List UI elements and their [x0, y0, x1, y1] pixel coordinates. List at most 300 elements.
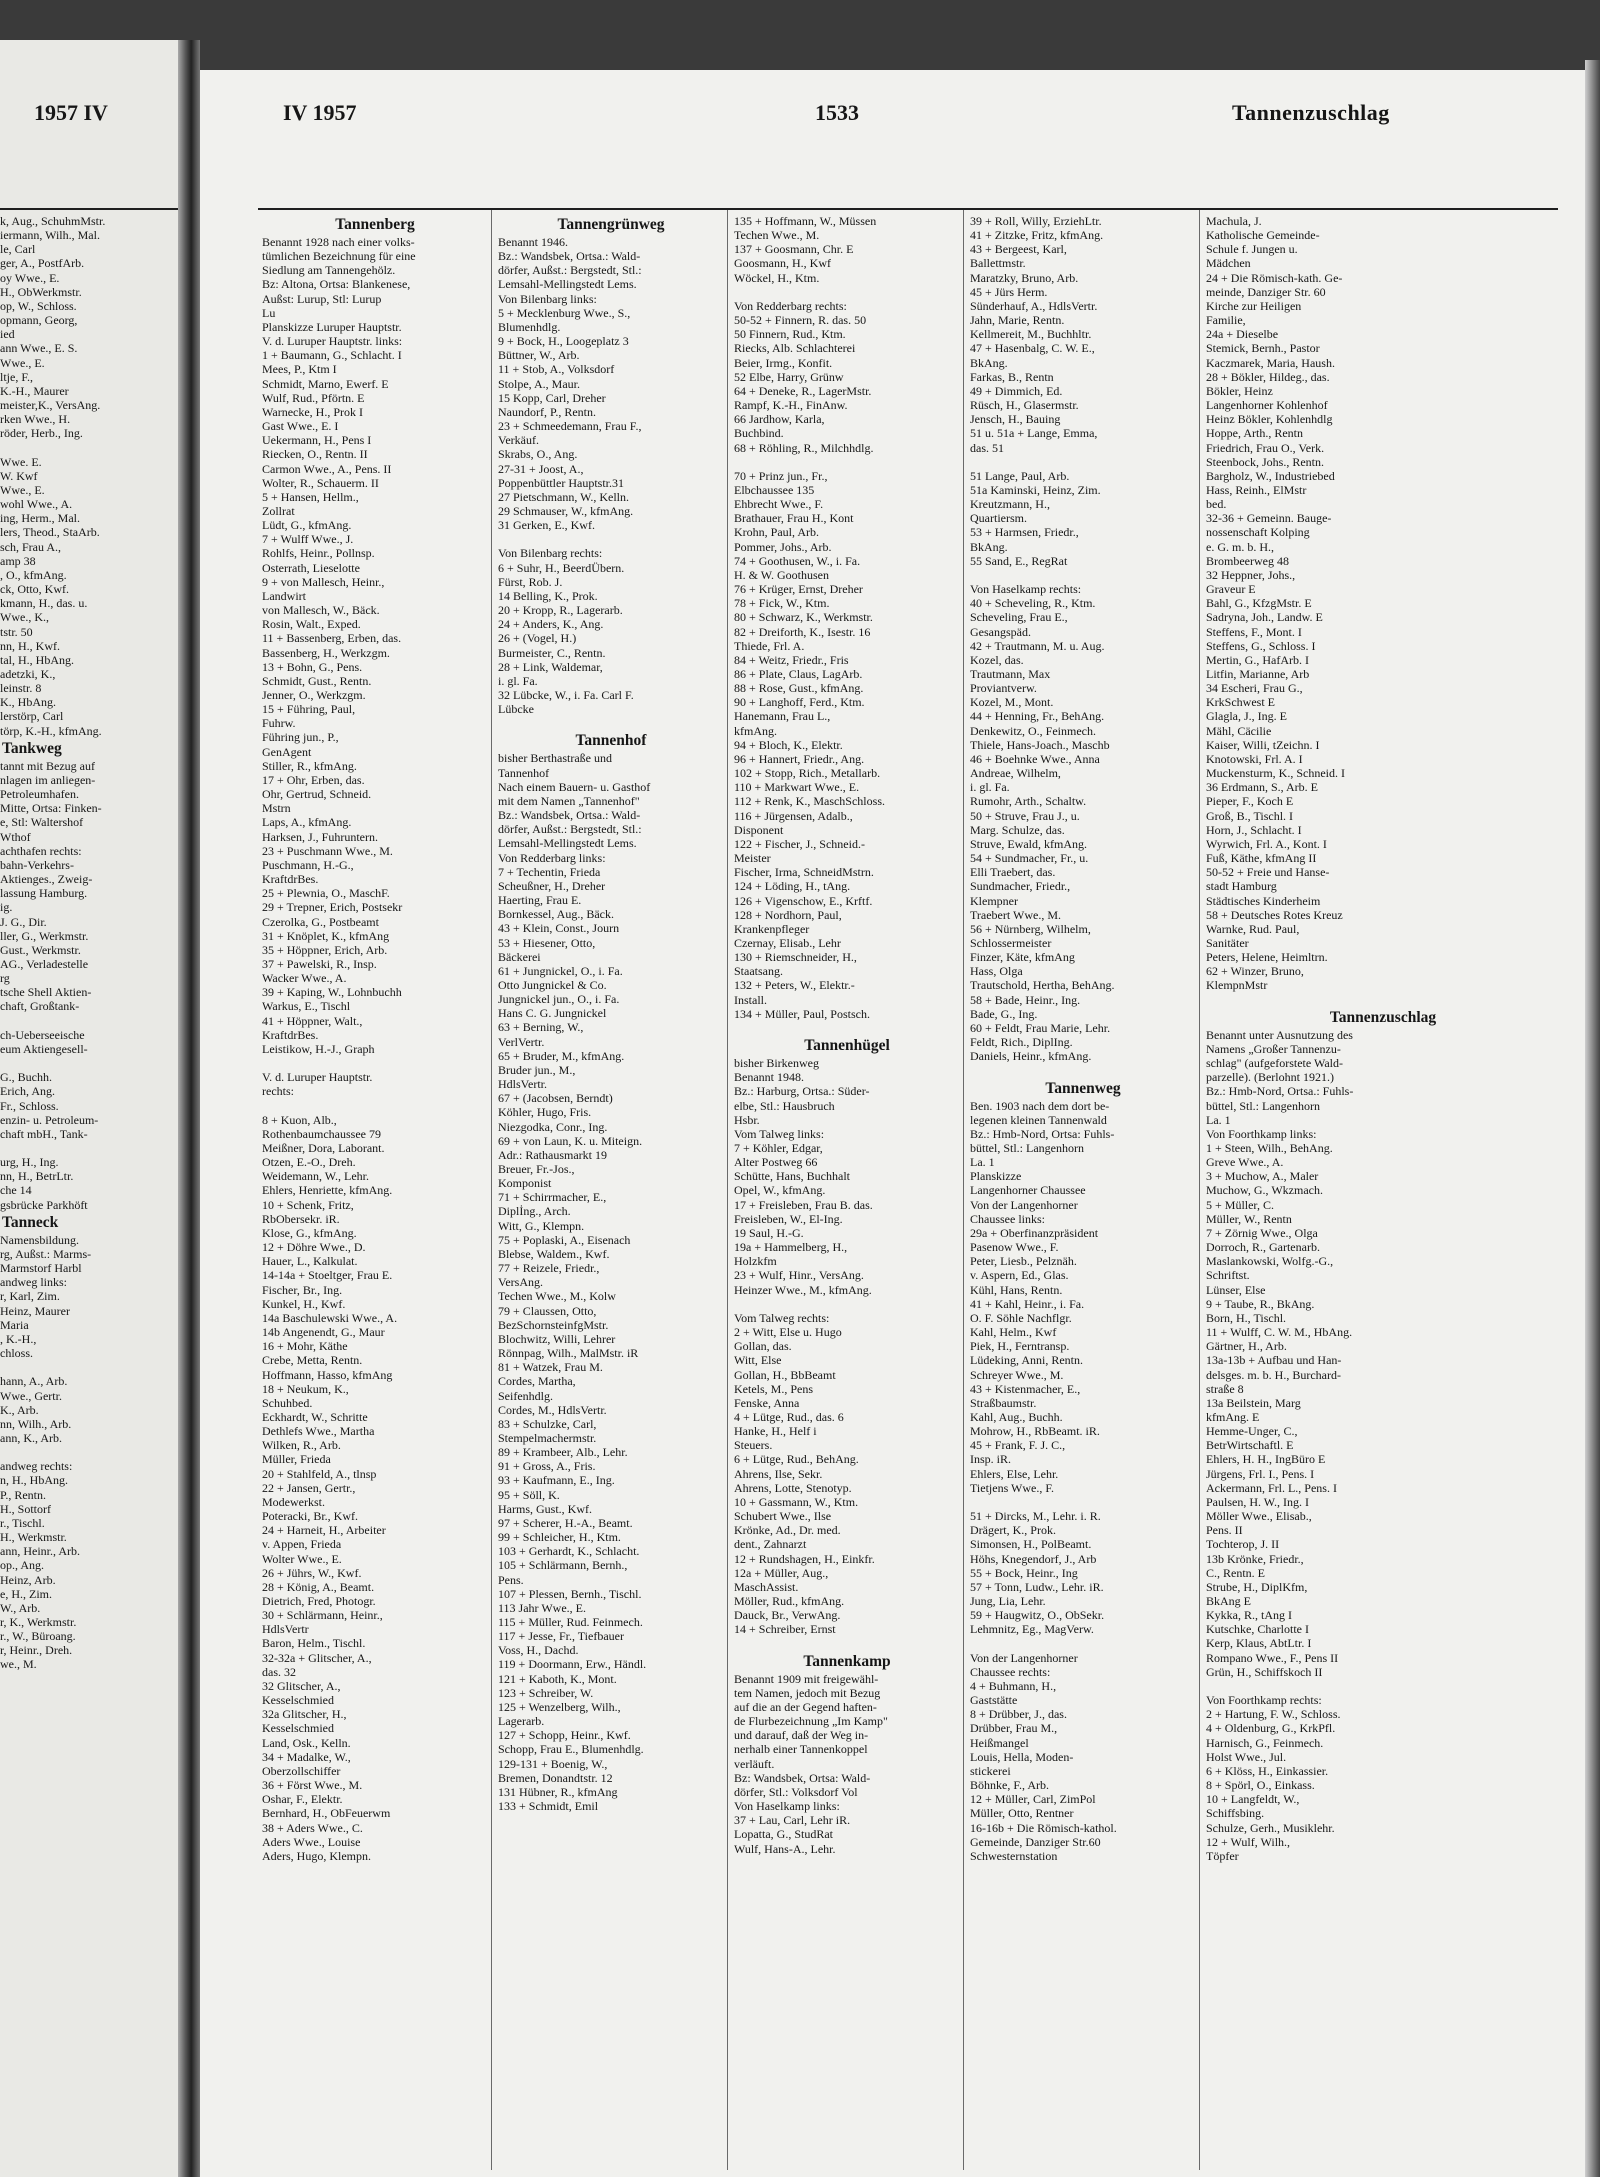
directory-line: Hauer, L., Kalkulat. — [262, 1254, 358, 1269]
directory-line: 14 Belling, K., Prok. — [498, 588, 598, 603]
directory-line: Von Bilenbarg rechts: — [498, 546, 603, 561]
directory-line: Techen Wwe., M. — [734, 228, 820, 243]
directory-line: V. d. Luruper Hauptstr. links: — [262, 334, 403, 349]
directory-line: 29 + Trepner, Erich, Postsekr — [262, 900, 403, 915]
directory-line: 19a + Hammelberg, H., — [734, 1240, 848, 1255]
directory-line: amp 38 — [0, 553, 36, 568]
directory-line: 86 + Plate, Claus, LagArb. — [734, 667, 863, 681]
directory-line: Marg. Schulze, das. — [970, 822, 1065, 837]
directory-line: tal, H., HbAng. — [0, 652, 74, 667]
directory-line: 26 + Jührs, W., Kwf. — [262, 1565, 362, 1580]
directory-line: ig. — [0, 900, 13, 915]
directory-line: 41 + Zitzke, Fritz, kfmAng. — [970, 228, 1104, 243]
directory-line: Harnisch, G., Feinmech. — [1206, 1735, 1324, 1750]
directory-line: 11 + Bassenberg, Erben, das. — [262, 631, 402, 646]
directory-line: Cordes, Martha, — [498, 1374, 576, 1389]
street-heading: Tanneck — [2, 1213, 59, 1231]
directory-line: ch-Ueberseeische — [0, 1027, 85, 1042]
directory-line: Puschmann, H.-G., — [262, 857, 354, 872]
directory-line: Staatsang. — [734, 964, 783, 979]
directory-line: Opel, W., kfmAng. — [734, 1183, 826, 1198]
directory-line: Leistikow, H.-J., Graph — [262, 1041, 375, 1056]
column-4 — [970, 214, 1196, 2169]
directory-line: 5 + Mecklenburg Wwe., S., — [498, 305, 631, 320]
directory-line: 53 + Harmsen, Friedr., — [970, 525, 1079, 540]
directory-line: Klempner — [970, 893, 1018, 908]
directory-line: chaft, Großtank- — [0, 999, 80, 1014]
directory-line: 27 Pietschmann, W., Kelln. — [498, 489, 629, 504]
directory-line: Marmstorf Harbl — [0, 1261, 82, 1276]
directory-line: 110 + Markwart Wwe., E. — [734, 780, 860, 795]
directory-line: BezSchornsteinfgMstr. — [498, 1317, 609, 1332]
directory-line: 45 + Jürs Herm. — [970, 284, 1048, 299]
directory-line: 16-16b + Die Römisch-kathol. — [970, 1820, 1117, 1835]
directory-line: 39 + Roll, Willy, ErziehLtr. — [970, 214, 1102, 228]
directory-line: 132 + Peters, W., Elektr.- — [734, 978, 855, 993]
directory-line: Otto Jungnickel & Co. — [498, 977, 607, 992]
directory-line: tstr. 50 — [0, 624, 33, 639]
directory-line: 32 Lübcke, W., i. Fa. Carl F. — [498, 688, 634, 702]
directory-line: GenAgent — [262, 744, 312, 759]
directory-line: i. gl. Fa. — [498, 673, 538, 688]
directory-line: 12 + Wulf, Wilh., — [1206, 1834, 1291, 1849]
directory-line: tem Namen, jedoch mit Bezug — [734, 1685, 881, 1700]
directory-line: bahn-Verkehrs- — [0, 857, 74, 872]
directory-line: 91 + Gross, A., Fris. — [498, 1459, 596, 1474]
directory-line: 8 + Drübber, J., das. — [970, 1707, 1067, 1722]
directory-line: Czernay, Elisab., Lehr — [734, 935, 841, 950]
directory-line: Denkewitz, O., Feinmech. — [970, 723, 1096, 738]
directory-line: tümlichen Bezeichnung für eine — [262, 249, 416, 264]
directory-line: Dietrich, Fred, Photogr. — [262, 1594, 376, 1608]
directory-line: 107 + Plessen, Bernh., Tischl. — [498, 1586, 642, 1601]
directory-line: Thiede, Frl. A. — [734, 638, 805, 653]
directory-line: 97 + Scherer, H.-A., Beamt. — [498, 1515, 633, 1530]
directory-line — [970, 1063, 1196, 1077]
directory-line: 32-36 + Gemeinn. Bauge- — [1206, 511, 1332, 526]
directory-line: Finzer, Käte, kfmAng — [970, 950, 1075, 965]
directory-line: 75 + Poplaski, A., Eisenach — [498, 1232, 631, 1247]
directory-line: Lemsahl-Mellingstedt Lems. — [498, 836, 637, 851]
directory-line: r, Karl, Zim. — [0, 1289, 60, 1304]
directory-line: Rüsch, H., Glasermstr. — [970, 398, 1079, 413]
directory-line: Dauck, Br., VerwAng. — [734, 1608, 841, 1623]
directory-line: dent., Zahnarzt — [734, 1537, 807, 1552]
directory-line: 17 + Ohr, Erben, das. — [262, 772, 365, 787]
directory-line: Sundmacher, Friedr., — [970, 879, 1071, 894]
directory-line: Ketels, M., Pens — [734, 1381, 813, 1396]
directory-line: 13a-13b + Aufbau und Han- — [1206, 1353, 1342, 1368]
directory-line: Krohn, Paul, Arb. — [734, 525, 819, 540]
directory-line: Otzen, E.-O., Dreh. — [262, 1155, 356, 1170]
directory-line: 63 + Berning, W., — [498, 1020, 584, 1035]
directory-line: Bz.: Hmb-Nord, Ortsa.: Fuhls- — [1206, 1084, 1354, 1099]
directory-line: 14-14a + Stoeltger, Frau E. — [262, 1268, 393, 1283]
directory-line: kfmAng. — [734, 723, 777, 738]
directory-line: 18 + Neukum, K., — [262, 1381, 349, 1396]
directory-line: Czerolka, G., Postbeamt — [262, 914, 379, 929]
directory-line: ing, Herm., Mal. — [0, 511, 80, 526]
directory-line: Riecken, O., Rentn. II — [262, 447, 368, 462]
directory-line: 7 + Techentin, Frieda — [498, 864, 601, 879]
directory-line: Jensch, H., Bauing — [970, 412, 1061, 427]
directory-line: Schütte, Hans, Buchhalt — [734, 1169, 850, 1184]
directory-line: Ballettmstr. — [970, 256, 1026, 271]
column-divider — [1199, 210, 1200, 2170]
directory-line: ann Wwe., E. S. — [0, 341, 78, 356]
directory-line: eum Aktiengesell- — [0, 1041, 88, 1056]
directory-line: Breuer, Fr.-Jos., — [498, 1162, 575, 1176]
directory-line: La. 1 — [1206, 1112, 1231, 1127]
directory-line: 74 + Goothusen, W., i. Fa. — [734, 553, 861, 568]
directory-line: nerhalb einer Tannenkoppel — [734, 1742, 868, 1757]
directory-line: Stolpe, A., Maur. — [498, 376, 581, 391]
directory-line — [0, 1141, 172, 1155]
directory-line: Ahrens, Lotte, Stenotyp. — [734, 1480, 852, 1495]
directory-line: H., Werkmstr. — [0, 1530, 67, 1545]
directory-line: 53 + Hiesener, Otto, — [498, 935, 596, 950]
directory-line: Ohr, Gertrud, Schneid. — [262, 787, 372, 802]
directory-line: HdlsVertr — [262, 1622, 309, 1637]
directory-line: von Mallesch, W., Bäck. — [262, 603, 380, 618]
directory-line: 81 + Watzek, Frau M. — [498, 1360, 603, 1375]
directory-line: enzin- u. Petroleum- — [0, 1112, 99, 1127]
directory-line: Blochwitz, Willi, Lehrer — [498, 1331, 616, 1346]
directory-line: 1 + Baumann, G., Schlacht. I — [262, 348, 402, 363]
column-3 — [734, 214, 960, 2169]
directory-line: rg — [0, 971, 10, 986]
directory-line: 13 + Bohn, G., Pens. — [262, 659, 363, 674]
directory-line: e, H., Zim. — [0, 1586, 52, 1601]
directory-line: Wwe., Gertr. — [0, 1388, 62, 1403]
directory-line: Lu — [262, 305, 276, 320]
directory-line: Von Foorthkamp links: — [1206, 1126, 1317, 1141]
directory-line: Warnke, Rud. Paul, — [1206, 921, 1300, 936]
directory-line: Mertin, G., HafArb. I — [1206, 652, 1309, 667]
directory-line: urg, H., Ing. — [0, 1155, 59, 1170]
directory-line: Meißner, Dora, Laborant. — [262, 1141, 385, 1155]
directory-line: 9 + von Mallesch, Heinr., — [262, 574, 385, 589]
directory-line: BkAng. — [970, 539, 1008, 554]
directory-line: Bade, G., Ing. — [970, 1006, 1038, 1021]
directory-line: Jenner, O., Werkzgm. — [262, 688, 366, 702]
directory-line: Land, Osk., Kelln. — [262, 1735, 351, 1750]
directory-line: 43 + Bergeest, Karl, — [970, 242, 1067, 257]
directory-line: v. Appen, Frieda — [262, 1537, 342, 1552]
directory-line: 1 + Steen, Wilh., BehAng. — [1206, 1141, 1333, 1155]
directory-line: 23 + Wulf, Hinr., VersAng. — [734, 1268, 864, 1283]
directory-line — [734, 1636, 960, 1650]
directory-line: 131 Hübner, R., kfmAng — [498, 1784, 618, 1799]
directory-line: meinde, Danziger Str. 60 — [1206, 284, 1326, 299]
directory-line: 125 + Wenzelberg, Wilh., — [498, 1699, 621, 1714]
directory-line: Planskizze Luruper Hauptstr. — [262, 319, 402, 334]
directory-line: 42 + Trautmann, M. u. Aug. — [970, 638, 1105, 653]
directory-line: Bökler, Heinz — [1206, 383, 1273, 398]
directory-line: Benannt unter Ausnutzung des — [1206, 1027, 1353, 1042]
directory-line: ann, K., Arb. — [0, 1430, 62, 1445]
directory-line: Stempelmachermstr. — [498, 1430, 597, 1445]
directory-line: Haerting, Frau E. — [498, 893, 582, 908]
directory-line: 12 + Rundshagen, H., Einkfr. — [734, 1551, 875, 1566]
directory-line: Fürst, Rob. J. — [498, 574, 563, 589]
directory-line: 105 + Schlärmann, Bernh., — [498, 1558, 628, 1573]
directory-line: Bargholz, W., Industriebed — [1206, 468, 1335, 483]
directory-line: Bornkessel, Aug., Bäck. — [498, 907, 614, 922]
directory-line: Kellmereit, M., Buchhltr. — [970, 327, 1092, 342]
directory-line: 28 + Bökler, Hildeg., das. — [1206, 369, 1330, 384]
directory-line: 83 + Schulzke, Carl, — [498, 1416, 597, 1431]
column-divider — [491, 210, 492, 2170]
directory-line: 59 + Haugwitz, O., ObSekr. — [970, 1608, 1105, 1623]
directory-line: Poppenbüttler Hauptstr.31 — [498, 475, 624, 490]
directory-line: we., M. — [0, 1657, 37, 1672]
directory-line: Pieper, F., Koch E — [1206, 794, 1294, 809]
directory-line: Rönnpag, Wilh., MalMstr. iR — [498, 1346, 639, 1361]
directory-line: Hass, Reinh., ElMstr — [1206, 482, 1307, 497]
directory-line: Witt, Else — [734, 1353, 782, 1368]
directory-line: 50 Finnern, Rud., Ktm. — [734, 327, 846, 342]
directory-line: 11 + Wulff, C. W. M., HbAng. — [1206, 1325, 1353, 1340]
directory-line: 52 Elbe, Harry, Grünw — [734, 369, 844, 384]
directory-line: Alter Postweg 66 — [734, 1155, 818, 1170]
directory-line: 43 + Kistenmacher, E., — [970, 1381, 1081, 1396]
directory-line: Knotowski, Frl. A. I — [1206, 751, 1303, 766]
directory-line: 41 + Kahl, Heinr., i. Fa. — [970, 1296, 1085, 1311]
directory-line: 34 Escheri, Frau G., — [1206, 681, 1303, 696]
directory-line: n, H., HbAng. — [0, 1473, 68, 1488]
directory-line: Kaiser, Willi, tZeichn. I — [1206, 737, 1320, 752]
directory-line: VersAng. — [498, 1275, 543, 1290]
directory-line: Hanke, H., Helf i — [734, 1424, 817, 1439]
directory-line: Schubert Wwe., Ilse — [734, 1509, 832, 1524]
directory-line: W., Arb. — [0, 1600, 41, 1615]
directory-line: 20 + Stahlfeld, A., tlnsp — [262, 1466, 377, 1481]
directory-line: H., ObWerkmstr. — [0, 284, 82, 299]
directory-line: Bernhard, H., ObFeuerwm — [262, 1806, 391, 1821]
directory-line: Greve Wwe., A. — [1206, 1155, 1284, 1170]
directory-line: leinstr. 8 — [0, 681, 42, 696]
directory-line: Steenbock, Johs., Rentn. — [1206, 454, 1324, 469]
directory-line: Gärtner, H., Arb. — [1206, 1339, 1287, 1354]
directory-line: Thiele, Hans-Joach., Maschb — [970, 737, 1110, 752]
directory-line: Muckensturm, K., Schneid. I — [1206, 766, 1345, 781]
directory-line: Ben. 1903 nach dem dort be- — [970, 1098, 1110, 1113]
directory-line: 68 + Röhling, R., Milchhdlg. — [734, 440, 874, 455]
directory-line: büttel, Stl.: Langenhorn — [970, 1141, 1084, 1155]
directory-line: Mitte, Ortsa: Finken- — [0, 801, 102, 816]
directory-line: auf die an der Gegend haften- — [734, 1699, 877, 1714]
directory-line: 58 + Bade, Heinr., Ing. — [970, 992, 1081, 1007]
directory-line: r, K., Werkmstr. — [0, 1615, 77, 1629]
directory-line: Mees, P., Ktm I — [262, 362, 337, 377]
directory-line: 79 + Claussen, Otto, — [498, 1303, 597, 1318]
directory-line: Tannenhof — [498, 765, 550, 780]
directory-line: Bz: Altona, Ortsa: Blankenese, — [262, 277, 411, 292]
directory-line: Ehlers, H. H., IngBüro E — [1206, 1452, 1326, 1467]
directory-line: i. gl. Fa. — [970, 780, 1010, 795]
directory-line: Kirche zur Heiligen — [1206, 298, 1302, 313]
directory-line: 29a + Oberfinanzpräsident — [970, 1225, 1099, 1240]
directory-line: Benannt 1928 nach einer volks- — [262, 235, 415, 249]
directory-line: Krönke, Ad., Dr. med. — [734, 1523, 841, 1538]
directory-line: ann, Heinr., Arb. — [0, 1544, 80, 1559]
directory-line: Höhs, Knegendorf, J., Arb — [970, 1551, 1097, 1566]
directory-line: Petroleumhafen. — [0, 787, 79, 802]
directory-line: elbe, Stl.: Hausbruch — [734, 1098, 835, 1113]
directory-line: verläuft. — [734, 1756, 775, 1771]
directory-line: e. G. m. b. H., — [1206, 539, 1274, 554]
directory-line: Schlossermeister — [970, 935, 1052, 950]
directory-line: 35 + Höppner, Erich, Arb. — [262, 942, 388, 957]
directory-line: La. 1 — [970, 1155, 995, 1170]
directory-line: mit dem Namen „Tannenhof" — [498, 793, 640, 808]
directory-line: Blumenhdlg. — [498, 319, 561, 334]
directory-line: Proviantverw. — [970, 681, 1037, 696]
directory-line: bisher Berthastraße und — [498, 751, 612, 766]
directory-line: 133 + Schmidt, Emil — [498, 1799, 599, 1814]
column-2 — [498, 214, 724, 2169]
directory-line: r., Tischl. — [0, 1515, 45, 1530]
directory-line: Komponist — [498, 1176, 552, 1191]
directory-line: 123 + Schreiber, W. — [498, 1685, 594, 1700]
directory-line: V. d. Luruper Hauptstr. — [262, 1070, 373, 1085]
directory-line: Poteracki, Br., Kwf. — [262, 1509, 358, 1524]
directory-line: Vom Talweg links: — [734, 1126, 825, 1141]
directory-line: 23 + Puschmann Wwe., M. — [262, 843, 393, 858]
directory-line: ller, G., Werkmstr. — [0, 928, 89, 943]
directory-line: Wilken, R., Arb. — [262, 1438, 341, 1453]
directory-line: 12a + Müller, Aug., — [734, 1565, 829, 1580]
directory-line: 32 Heppner, Johs., — [1206, 567, 1296, 582]
directory-line: 77 + Reizele, Friedr., — [498, 1261, 600, 1276]
directory-line: Maria — [0, 1317, 29, 1332]
directory-line: Simonsen, H., PolBeamt. — [970, 1537, 1092, 1552]
directory-line: Bz: Wandsbek, Ortsa: Wald- — [734, 1770, 871, 1785]
directory-line: rken Wwe., H. — [0, 412, 71, 427]
directory-line: dörfer, Außst.: Bergstedt, Stl.: — [498, 263, 642, 278]
directory-line: Hoppe, Arth., Rentn — [1206, 426, 1303, 441]
directory-line: Köhler, Hugo, Fris. — [498, 1105, 592, 1120]
directory-line: Bz.: Hmb-Nord, Ortsa: Fuhls- — [970, 1126, 1115, 1141]
directory-line: Wyrwich, Frl. A., Kont. I — [1206, 836, 1327, 851]
directory-line: Hass, Olga — [970, 964, 1023, 979]
directory-line: Mohrow, H., RbBeamt. iR. — [970, 1424, 1100, 1439]
directory-line: K.-H., Maurer — [0, 383, 69, 398]
directory-line: Schulze, Gerh., Musiklehr. — [1206, 1820, 1335, 1835]
directory-line: Piek, H., Ferntransp. — [970, 1339, 1070, 1354]
directory-line: 27-31 + Joost, A., — [498, 461, 584, 476]
left-header-rule — [0, 208, 178, 210]
directory-line: 43 + Klein, Const., Journ — [498, 921, 620, 936]
directory-line: Tietjens Wwe., F. — [970, 1480, 1055, 1495]
directory-line: 23 + Schmeedemann, Frau F., — [498, 419, 642, 434]
directory-line: Langenhorner Kohlenhof — [1206, 398, 1328, 413]
directory-line: Außst: Lurup, Stl: Lurup — [262, 291, 382, 306]
directory-line: Kunkel, H., Kwf. — [262, 1296, 346, 1311]
directory-line: Eckhardt, W., Schritte — [262, 1409, 368, 1424]
directory-line: Bz.: Wandsbek, Ortsa.: Wald- — [498, 808, 641, 823]
directory-line — [262, 1099, 488, 1113]
directory-line: Bruder jun., M., — [498, 1062, 576, 1077]
directory-line — [1206, 993, 1560, 1007]
directory-line: Scheveling, Frau E., — [970, 610, 1068, 625]
directory-line: 89 + Krambeer, Alb., Lehr. — [498, 1445, 628, 1460]
directory-line: Heinz Bökler, Kohlenhdlg — [1206, 412, 1333, 427]
directory-line: r., W., Büroang. — [0, 1629, 76, 1644]
directory-line: 25 + Plewnia, O., MaschF. — [262, 886, 390, 901]
directory-line: Hoffmann, Hasso, kfmAng — [262, 1367, 393, 1382]
directory-line: Blebse, Waldem., Kwf. — [498, 1246, 610, 1261]
directory-line: Pens. — [498, 1572, 524, 1587]
directory-line: adetzki, K., — [0, 667, 56, 681]
directory-line: W. Kwf — [0, 468, 38, 483]
directory-line: de Flurbezeichnung „Im Kamp" — [734, 1714, 888, 1729]
directory-line: bed. — [1206, 497, 1227, 512]
directory-line: 112 + Renk, K., MaschSchloss. — [734, 794, 885, 809]
directory-line: 69 + von Laun, K. u. Miteign. — [498, 1133, 643, 1148]
directory-line: Wolter Wwe., E. — [262, 1551, 342, 1566]
directory-line: Crebe, Metta, Rentn. — [262, 1353, 363, 1368]
directory-line: Böhnke, F., Arb. — [970, 1778, 1050, 1793]
directory-line: 22 + Jansen, Gertr., — [262, 1480, 356, 1495]
directory-line: 115 + Müller, Rud. Feinmech. — [498, 1615, 643, 1629]
directory-line: Gollan, das. — [734, 1339, 792, 1354]
directory-line: Heinz, Arb. — [0, 1572, 56, 1587]
directory-line: , K.-H., — [0, 1331, 37, 1346]
directory-line: 62 + Winzer, Bruno, — [1206, 964, 1304, 979]
directory-line — [498, 716, 724, 730]
column-1 — [262, 214, 488, 2169]
directory-line: Pens. II — [1206, 1523, 1243, 1538]
directory-line: Städtisches Kinderheim — [1206, 893, 1321, 908]
directory-line: Schopp, Frau E., Blumenhdlg. — [498, 1742, 644, 1757]
directory-line — [0, 1445, 172, 1459]
directory-line — [1206, 1679, 1560, 1693]
directory-line: Verkäuf. — [498, 433, 539, 448]
directory-line: 49 + Dimmich, Ed. — [970, 383, 1063, 398]
directory-line: H. & W. Goothusen — [734, 567, 830, 582]
directory-line: Krankenpfleger — [734, 921, 810, 936]
directory-line: 134 + Müller, Paul, Postsch. — [734, 1006, 870, 1021]
directory-line: nn, H., Kwf. — [0, 638, 60, 653]
directory-line: Cordes, M., HdlsVertr. — [498, 1402, 607, 1417]
directory-line: Grün, H., Schiffskoch II — [1206, 1664, 1323, 1679]
directory-line: Holzkfm — [734, 1254, 777, 1269]
directory-line: Modewerkst. — [262, 1494, 325, 1509]
directory-line: Kaczmarek, Maria, Haush. — [1206, 355, 1335, 370]
directory-line — [498, 532, 724, 546]
page-edge-shadow — [1585, 60, 1600, 2177]
directory-line: Namensbildung. — [0, 1232, 79, 1247]
directory-line: Zollrat — [262, 503, 295, 518]
directory-line: 36 Erdmann, S., Arb. E — [1206, 780, 1318, 795]
directory-line: Gemeinde, Danziger Str.60 — [970, 1834, 1101, 1849]
directory-line: 10 + Gassmann, W., Ktm. — [734, 1494, 859, 1509]
directory-line: lers, Theod., StaArb. — [0, 525, 100, 540]
directory-line: 128 + Nordhorn, Paul, — [734, 907, 842, 922]
directory-line: Benannt 1946. — [498, 235, 568, 249]
directory-line: Disponent — [734, 822, 784, 837]
directory-line: Rothenbaumchaussee 79 — [262, 1126, 381, 1141]
directory-line: Lüdeking, Anni, Rentn. — [970, 1353, 1083, 1368]
directory-line: Lopatta, G., StudRat — [734, 1827, 833, 1842]
directory-line: 137 + Goosmann, Chr. E — [734, 242, 854, 257]
directory-line: Sünderhauf, A., HdlsVertr. — [970, 298, 1098, 313]
directory-line: Naundorf, P., Rentn. — [498, 404, 596, 419]
directory-line: 96 + Hannert, Friedr., Ang. — [734, 751, 865, 766]
directory-line: Bz.: Wandsbek, Ortsa.: Wald- — [498, 249, 641, 264]
